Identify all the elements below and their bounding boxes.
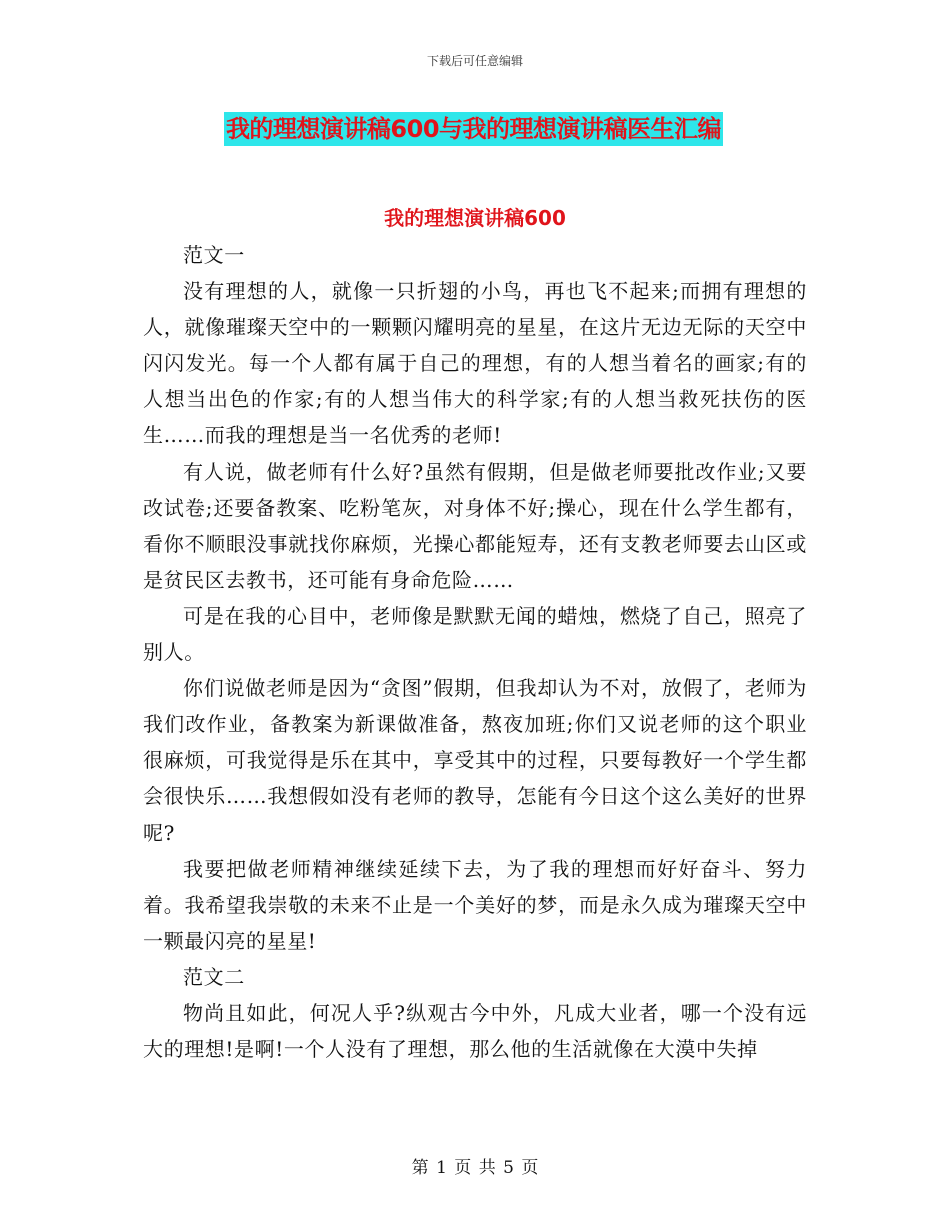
paragraph: 我要把做老师精神继续延续下去，为了我的理想而好好奋斗、努力着。我希望我崇敬的未来不止是一个美好的梦，而是永久成为璀璨天空中一颗最闪亮的星星! [143,856,807,953]
section-title: 我的理想演讲稿600 [384,206,566,230]
paragraph: 有人说，做老师有什么好?虽然有假期，但是做老师要批改作业;又要改试卷;还要备教案、吃粉笔灰，对身体不好;操心，现在什么学生都有，看你不顺眼没事就找你麻烦，光操心都能短寿，还有支教老师要去山区或是贫民区去教书，还可能有身命危险…… [143,459,807,592]
paragraph: 没有理想的人，就像一只折翅的小鸟，再也飞不起来;而拥有理想的人，就像璀璨天空中的一颗颗闪耀明亮的星星，在这片无边无际的天空中闪闪发光。每一个人都有属于自己的理想，有的人想当着名的画家;有的人想当出色的作家;有的人想当伟大的科学家;有的人想当救死扶伤的医生……而我的理想是当一名优秀的老师! [143,279,807,448]
paragraph: 物尚且如此，何况人乎?纵观古今中外，凡成大业者，哪一个没有远大的理想!是啊!一个人没有了理想，那么他的生活就像在大漠中失掉 [143,1000,807,1062]
paragraph: 可是在我的心目中，老师像是默默无闻的蜡烛，燃烧了自己，照亮了别人。 [143,603,807,665]
document-body [143,222,807,1067]
main-title-container [0,112,950,146]
page-number-footer: 第 1 页 共 5 页 [411,1158,539,1178]
paragraph-label-sample-one: 范文一 [183,243,245,267]
paragraph: 你们说做老师是因为“贪图”假期，但我却认为不对，放假了，老师为我们改作业，备教案为新课做准备，熬夜加班;你们又说老师的这个职业很麻烦，可我觉得是乐在其中，享受其中的过程，只要每教好一个学生都会很快乐……我想假如没有老师的教导，怎能有今日这个这么美好的世界呢? [143,676,807,845]
main-title: 我的理想演讲稿600与我的理想演讲稿医生汇编 [224,112,723,146]
paragraph-label-sample-two: 范文二 [183,964,245,989]
page-header-note: 下载后可任意编辑 [426,54,523,68]
